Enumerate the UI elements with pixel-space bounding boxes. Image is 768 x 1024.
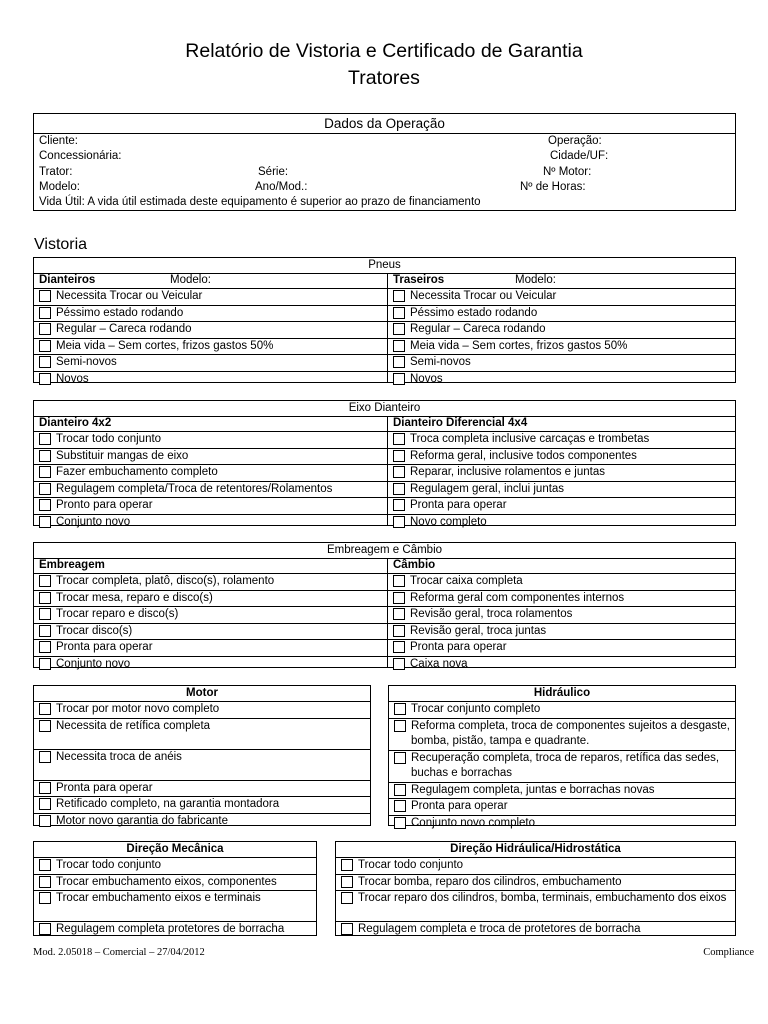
- footer-form-code: Mod. 2.05018 – Comercial – 27/04/2012: [33, 947, 205, 958]
- motor-checkbox[interactable]: [39, 782, 51, 794]
- hidraulico-option-label: Regulagem completa, juntas e borrachas novas: [411, 783, 655, 796]
- dados-operacao-title: Dados da Operação: [34, 114, 735, 134]
- motor-checkbox[interactable]: [39, 815, 51, 827]
- embreagem-option-row[interactable]: [34, 624, 387, 641]
- pneus-dianteiro-option-row[interactable]: [34, 372, 387, 388]
- cambio-checkbox[interactable]: [393, 575, 405, 587]
- direcao-hidraulica-option-label: Trocar reparo dos cilindros, bomba, terminais, embuchamento dos eixos: [358, 892, 727, 904]
- embreagem-option-row[interactable]: [34, 607, 387, 624]
- eixo-4x2-option-label: Substituir mangas de eixo: [56, 449, 189, 462]
- eixo-4x4-option-label: Pronta para operar: [410, 499, 507, 511]
- hidraulico-option-row[interactable]: [389, 751, 735, 783]
- eixo-4x2-checkbox[interactable]: [39, 466, 51, 478]
- pneus-traseiro-checkbox[interactable]: [393, 356, 405, 368]
- direcao-mecanica-option-row[interactable]: [34, 875, 316, 892]
- motor-table: [33, 685, 371, 826]
- eixo-4x2-checkbox[interactable]: [39, 516, 51, 528]
- pneus-traseiro-option-label: Meia vida – Sem cortes, frizos gastos 50%: [410, 339, 628, 352]
- direcao-hidraulica-checkbox[interactable]: [341, 892, 353, 904]
- pneus-traseiro-option-row[interactable]: [388, 355, 735, 372]
- cambio-checkbox[interactable]: [393, 608, 405, 620]
- pneus-traseiros-column: [387, 273, 735, 385]
- cambio-option-row[interactable]: [388, 640, 735, 657]
- eixo-4x2-column: [34, 416, 387, 528]
- cliente-field[interactable]: Cliente:: [39, 135, 78, 147]
- direcao-hidraulica-option-label: Trocar bomba, reparo dos cilindros, embuchamento: [358, 875, 622, 888]
- eixo-4x4-option-row[interactable]: [388, 482, 735, 499]
- eixo-4x2-option-row[interactable]: [34, 449, 387, 466]
- hidraulico-option-label: Trocar conjunto completo: [411, 703, 541, 715]
- hidraulico-table: [388, 685, 736, 829]
- pneus-traseiro-option-row[interactable]: [388, 372, 735, 388]
- cambio-option-label: Revisão geral, troca rolamentos: [410, 608, 573, 620]
- operacao-field[interactable]: Operação:: [548, 135, 602, 147]
- eixo-4x2-checkbox[interactable]: [39, 483, 51, 495]
- motor-option-row[interactable]: [34, 750, 370, 781]
- n-horas-field[interactable]: Nº de Horas:: [520, 180, 586, 193]
- cambio-column: [387, 558, 735, 670]
- pneus-dianteiro-option-row[interactable]: [34, 355, 387, 372]
- pneus-dianteiro-option-row[interactable]: [34, 289, 387, 306]
- dados-row-3: [34, 165, 735, 180]
- motor-option-row[interactable]: [34, 797, 370, 814]
- motor-checkbox[interactable]: [39, 751, 51, 763]
- direcao-hidraulica-option-label: Trocar todo conjunto: [358, 859, 464, 871]
- pneus-traseiro-checkbox[interactable]: [393, 373, 405, 385]
- cambio-checkbox[interactable]: [393, 658, 405, 670]
- pneus-dianteiro-option-row[interactable]: [34, 306, 387, 323]
- hidraulico-option-label: Recuperação completa, troca de reparos, retífica das sedes, buchas e borrachas: [411, 751, 720, 779]
- cambio-option-row[interactable]: [388, 624, 735, 641]
- eixo-4x2-checkbox[interactable]: [39, 433, 51, 445]
- hidraulico-checkbox[interactable]: [394, 703, 406, 715]
- page-subtitle: Tratores: [348, 67, 420, 89]
- direcao-mecanica-checkbox[interactable]: [39, 876, 51, 888]
- dianteiros-modelo-label: Modelo:: [170, 274, 211, 286]
- pneus-table: [33, 257, 736, 383]
- eixo-4x4-option-label: Regulagem geral, inclui juntas: [410, 482, 565, 495]
- pneus-dianteiro-checkbox[interactable]: [39, 340, 51, 352]
- hidraulico-checkbox[interactable]: [394, 752, 406, 764]
- embreagem-checkbox[interactable]: [39, 641, 51, 653]
- embreagem-checkbox[interactable]: [39, 658, 51, 670]
- hidraulico-option-row[interactable]: [389, 702, 735, 719]
- embreagem-column: [34, 558, 387, 670]
- cambio-option-label: Revisão geral, troca juntas: [410, 624, 547, 637]
- embreagem-option-label: Trocar completa, platô, disco(s), rolamento: [56, 575, 275, 587]
- eixo-4x2-option-row[interactable]: [34, 515, 387, 531]
- direcao-mecanica-option-row[interactable]: [34, 858, 316, 875]
- pneus-dianteiro-option-label: Necessita Trocar ou Veicular: [56, 290, 203, 302]
- embreagem-option-label: Trocar disco(s): [56, 624, 133, 637]
- pneus-traseiro-option-label: Novos: [410, 372, 443, 385]
- motor-option-row[interactable]: [34, 781, 370, 798]
- direcao-mecanica-table: [33, 841, 317, 936]
- direcao-mecanica-title: Direção Mecânica: [34, 842, 316, 858]
- motor-checkbox[interactable]: [39, 798, 51, 810]
- motor-option-label: Necessita troca de anéis: [56, 750, 182, 763]
- embreagem-cambio-table: [33, 542, 736, 668]
- dados-operacao-table: [33, 113, 736, 211]
- pneus-dianteiro-option-label: Novos: [56, 372, 89, 385]
- eixo-4x2-option-label: Trocar todo conjunto: [56, 433, 162, 445]
- cambio-option-label: Reforma geral com componentes internos: [410, 591, 625, 604]
- direcao-mecanica-option-label: Regulagem completa protetores de borracha: [56, 923, 285, 935]
- direcao-hidraulica-checkbox[interactable]: [341, 859, 353, 871]
- direcao-mecanica-option-label: Trocar todo conjunto: [56, 859, 162, 871]
- cambio-option-row[interactable]: [388, 657, 735, 673]
- direcao-mecanica-checkbox[interactable]: [39, 923, 51, 935]
- pneus-dianteiro-checkbox[interactable]: [39, 373, 51, 385]
- pneus-dianteiro-checkbox[interactable]: [39, 290, 51, 302]
- eixo-4x2-option-row[interactable]: [34, 465, 387, 482]
- motor-option-label: Motor novo garantia do fabricante: [56, 814, 228, 827]
- eixo-4x4-checkbox[interactable]: [393, 450, 405, 462]
- hidraulico-checkbox[interactable]: [394, 800, 406, 812]
- motor-option-row[interactable]: [34, 702, 370, 719]
- eixo-4x4-option-label: Troca completa inclusive carcaças e trombetas: [410, 433, 650, 445]
- footer-compliance: Compliance: [703, 947, 754, 958]
- direcao-mecanica-checkbox[interactable]: [39, 892, 51, 904]
- pneus-traseiro-checkbox[interactable]: [393, 307, 405, 319]
- cambio-head: Câmbio: [388, 558, 735, 574]
- direcao-hidraulica-option-row[interactable]: [336, 875, 735, 892]
- motor-title: Motor: [34, 686, 370, 702]
- eixo-4x2-option-row[interactable]: [34, 482, 387, 499]
- pneus-traseiro-checkbox[interactable]: [393, 323, 405, 335]
- eixo-4x4-checkbox[interactable]: [393, 433, 405, 445]
- pneus-title: Pneus: [34, 258, 735, 274]
- eixo-4x4-head: Dianteiro Diferencial 4x4: [388, 416, 735, 432]
- eixo-4x2-option-row[interactable]: [34, 432, 387, 449]
- modelo-field[interactable]: Modelo:: [39, 180, 80, 193]
- pneus-traseiro-option-label: Semi-novos: [410, 356, 471, 368]
- vida-util-text: Vida Útil: A vida útil estimada deste equipamento é superior ao prazo de financiamento: [39, 196, 481, 209]
- pneus-dianteiro-option-label: Meia vida – Sem cortes, frizos gastos 50%: [56, 339, 274, 352]
- hidraulico-option-row[interactable]: [389, 799, 735, 816]
- embreagem-checkbox[interactable]: [39, 592, 51, 604]
- eixo-4x4-option-row[interactable]: [388, 449, 735, 466]
- concessionaria-field[interactable]: Concessionária:: [39, 150, 122, 163]
- dados-row-1: [34, 134, 735, 149]
- trator-field[interactable]: Trator:: [39, 165, 73, 178]
- pneus-dianteiro-checkbox[interactable]: [39, 356, 51, 368]
- embreagem-checkbox[interactable]: [39, 625, 51, 637]
- pneus-traseiro-checkbox[interactable]: [393, 340, 405, 352]
- vistoria-title: Vistoria: [34, 236, 88, 253]
- traseiros-label: Traseiros: [393, 274, 445, 286]
- direcao-mecanica-option-label: Trocar embuchamento eixos e terminais: [56, 892, 261, 904]
- cambio-option-label: Caixa nova: [410, 657, 468, 670]
- embreagem-option-row[interactable]: [34, 591, 387, 608]
- cambio-option-row[interactable]: [388, 607, 735, 624]
- pneus-dianteiro-option-label: Semi-novos: [56, 356, 117, 368]
- eixo-4x2-option-label: Pronto para operar: [56, 499, 153, 511]
- embreagem-option-label: Pronta para operar: [56, 641, 153, 653]
- pneus-dianteiro-checkbox[interactable]: [39, 323, 51, 335]
- hidraulico-option-row[interactable]: [389, 783, 735, 800]
- motor-option-row[interactable]: [34, 814, 370, 830]
- direcao-mecanica-option-label: Trocar embuchamento eixos, componentes: [56, 875, 277, 888]
- cambio-checkbox[interactable]: [393, 641, 405, 653]
- eixo-4x2-head: Dianteiro 4x2: [34, 416, 387, 432]
- direcao-hidraulica-title: Direção Hidráulica/Hidrostática: [336, 842, 735, 858]
- traseiros-modelo-label: Modelo:: [515, 274, 556, 286]
- hidraulico-option-label: Reforma completa, troca de componentes sujeitos a desgaste, bomba, pistão, tampa e quadrante.: [411, 719, 730, 747]
- cambio-checkbox[interactable]: [393, 592, 405, 604]
- direcao-hidraulica-table: [335, 841, 736, 936]
- pneus-dianteiro-option-row[interactable]: [34, 339, 387, 356]
- eixo-4x2-checkbox[interactable]: [39, 499, 51, 511]
- direcao-hidraulica-option-row[interactable]: [336, 858, 735, 875]
- direcao-mecanica-option-row[interactable]: [34, 891, 316, 922]
- pneus-dianteiro-option-label: Péssimo estado rodando: [56, 306, 184, 319]
- pneus-dianteiros-column: [34, 273, 387, 385]
- eixo-4x2-checkbox[interactable]: [39, 450, 51, 462]
- hidraulico-checkbox[interactable]: [394, 720, 406, 732]
- pneus-traseiro-checkbox[interactable]: [393, 290, 405, 302]
- hidraulico-option-label: Conjunto novo completo: [411, 816, 536, 829]
- dados-row-5: [34, 195, 735, 210]
- hidraulico-option-row[interactable]: [389, 816, 735, 832]
- eixo-4x4-option-label: Reforma geral, inclusive todos componentes: [410, 449, 637, 462]
- cambio-option-label: Pronta para operar: [410, 641, 507, 653]
- motor-option-label: Trocar por motor novo completo: [56, 703, 220, 715]
- eixo-4x4-checkbox[interactable]: [393, 516, 405, 528]
- eixo-4x4-checkbox[interactable]: [393, 483, 405, 495]
- eixo-4x4-checkbox[interactable]: [393, 466, 405, 478]
- dianteiros-label: Dianteiros: [39, 274, 96, 286]
- embreagem-checkbox[interactable]: [39, 575, 51, 587]
- embreagem-option-label: Trocar mesa, reparo e disco(s): [56, 591, 213, 604]
- dados-row-4: [34, 180, 735, 195]
- eixo-4x4-option-row[interactable]: [388, 432, 735, 449]
- direcao-hidraulica-option-row[interactable]: [336, 922, 735, 938]
- embreagem-checkbox[interactable]: [39, 608, 51, 620]
- pneus-traseiro-option-row[interactable]: [388, 339, 735, 356]
- eixo-4x2-option-row[interactable]: [34, 498, 387, 515]
- cambio-option-label: Trocar caixa completa: [410, 575, 523, 587]
- embreagem-option-label: Conjunto novo: [56, 657, 131, 670]
- embreagem-option-label: Trocar reparo e disco(s): [56, 608, 179, 620]
- pneus-traseiros-head: [388, 273, 735, 289]
- pneus-traseiro-option-row[interactable]: [388, 289, 735, 306]
- motor-checkbox[interactable]: [39, 720, 51, 732]
- pneus-traseiro-option-label: Necessita Trocar ou Veicular: [410, 290, 557, 302]
- ano-mod-field[interactable]: Ano/Mod.:: [255, 180, 308, 193]
- motor-option-row[interactable]: [34, 719, 370, 750]
- pneus-dianteiro-checkbox[interactable]: [39, 307, 51, 319]
- eixo-4x4-option-row[interactable]: [388, 515, 735, 531]
- direcao-hidraulica-checkbox[interactable]: [341, 876, 353, 888]
- hidraulico-title: Hidráulico: [389, 686, 735, 702]
- embreagem-option-row[interactable]: [34, 657, 387, 673]
- direcao-hidraulica-checkbox[interactable]: [341, 923, 353, 935]
- embreagem-head: Embreagem: [34, 558, 387, 574]
- direcao-mecanica-option-row[interactable]: [34, 922, 316, 938]
- cambio-option-row[interactable]: [388, 591, 735, 608]
- pneus-dianteiro-option-row[interactable]: [34, 322, 387, 339]
- eixo-4x4-checkbox[interactable]: [393, 499, 405, 511]
- embreagem-cambio-title: Embreagem e Câmbio: [34, 543, 735, 559]
- eixo-4x4-option-label: Reparar, inclusive rolamentos e juntas: [410, 466, 605, 478]
- pneus-traseiro-option-label: Péssimo estado rodando: [410, 306, 538, 319]
- motor-option-label: Necessita de retífica completa: [56, 719, 211, 732]
- pneus-traseiro-option-row[interactable]: [388, 322, 735, 339]
- eixo-4x2-option-label: Fazer embuchamento completo: [56, 466, 218, 478]
- eixo-4x4-option-row[interactable]: [388, 498, 735, 515]
- cidade-uf-field[interactable]: Cidade/UF:: [550, 150, 609, 163]
- eixo-4x4-option-row[interactable]: [388, 465, 735, 482]
- cambio-checkbox[interactable]: [393, 625, 405, 637]
- page-title: Relatório de Vistoria e Certificado de Garantia: [185, 40, 583, 62]
- pneus-dianteiro-option-label: Regular – Careca rodando: [56, 323, 192, 335]
- pneus-traseiro-option-row[interactable]: [388, 306, 735, 323]
- eixo-dianteiro-title: Eixo Dianteiro: [34, 401, 735, 417]
- direcao-hidraulica-option-label: Regulagem completa e troca de protetores de borracha: [358, 923, 641, 935]
- embreagem-option-row[interactable]: [34, 574, 387, 591]
- embreagem-option-row[interactable]: [34, 640, 387, 657]
- hidraulico-option-label: Pronta para operar: [411, 800, 508, 812]
- motor-option-label: Pronta para operar: [56, 781, 153, 794]
- serie-field[interactable]: Série:: [258, 165, 289, 178]
- eixo-dianteiro-table: [33, 400, 736, 526]
- eixo-4x2-option-label: Regulagem completa/Troca de retentores/Rolamentos: [56, 482, 333, 495]
- hidraulico-option-row[interactable]: [389, 719, 735, 751]
- hidraulico-checkbox[interactable]: [394, 817, 406, 829]
- hidraulico-checkbox[interactable]: [394, 784, 406, 796]
- n-motor-field[interactable]: Nº Motor:: [543, 165, 592, 178]
- cambio-option-row[interactable]: [388, 574, 735, 591]
- direcao-hidraulica-option-row[interactable]: [336, 891, 735, 922]
- eixo-4x2-option-label: Conjunto novo: [56, 515, 131, 528]
- motor-option-label: Retificado completo, na garantia montadora: [56, 798, 280, 810]
- eixo-4x4-option-label: Novo completo: [410, 515, 487, 528]
- direcao-mecanica-checkbox[interactable]: [39, 859, 51, 871]
- pneus-traseiro-option-label: Regular – Careca rodando: [410, 323, 546, 335]
- pneus-dianteiros-head: [34, 273, 387, 289]
- motor-checkbox[interactable]: [39, 703, 51, 715]
- dados-row-2: [34, 149, 735, 164]
- eixo-4x4-column: [387, 416, 735, 528]
